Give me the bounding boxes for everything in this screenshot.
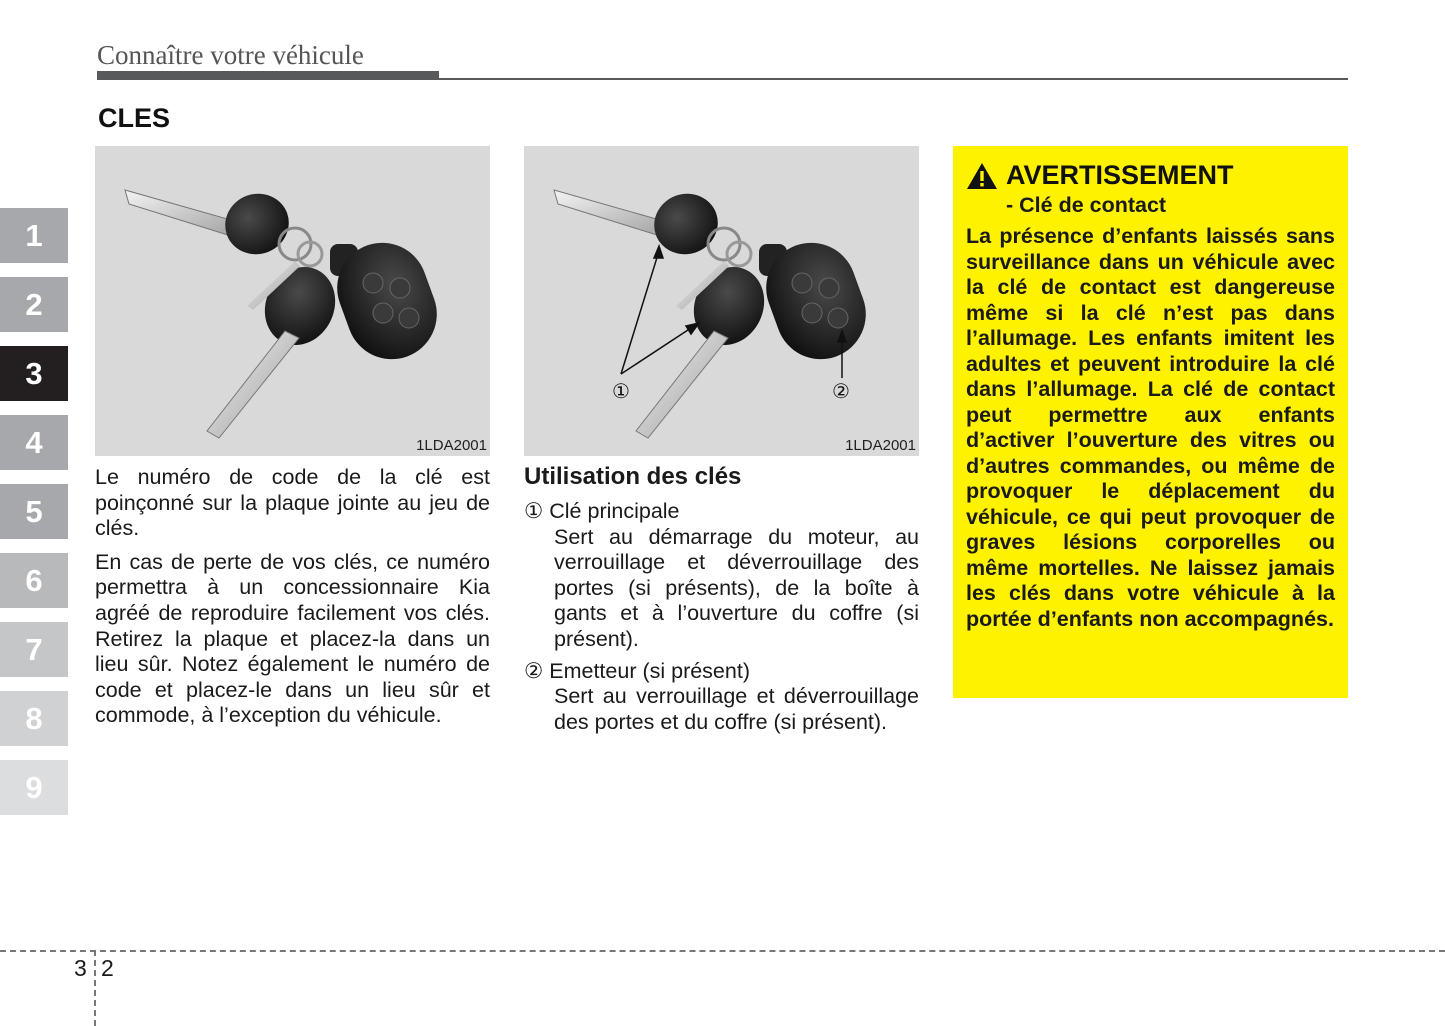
chapter-tab-3[interactable]: 3: [0, 346, 68, 401]
header-rule: [439, 78, 1348, 80]
main-key-title: ① Clé principale: [524, 499, 680, 523]
keys-figure: [95, 146, 490, 456]
figure-code: 1LDA2001: [845, 437, 916, 454]
chapter-tab-8[interactable]: 8: [0, 691, 68, 746]
warning-heading: AVERTISSEMENT: [1006, 160, 1234, 190]
keys-illustration-annotated: [524, 146, 919, 456]
chapter-number: 3: [74, 955, 87, 981]
footer-divider: [94, 950, 96, 1026]
chapter-tab-5[interactable]: 5: [0, 484, 68, 539]
chapter-tab-2[interactable]: 2: [0, 277, 68, 332]
callout-1: ①: [612, 379, 630, 403]
transmitter-title: ② Emetteur (si présent): [524, 658, 750, 683]
key-code-paragraph-2: En cas de perte de vos clés, ce numéro permettra à un concessionnaire Kia agréé de reproduire facilement vos clés. Retirez la plaque et placez-la dans un lieu sûr. Notez également le numéro de code et placez-le dans un lieu sûr et commode, à l’exception du véhicule.: [95, 549, 490, 728]
callout-2: ②: [832, 379, 850, 403]
keys-figure-annotated: [524, 146, 919, 456]
warning-body: La présence d’enfants laissés sans surveillance dans un véhicule avec la clé de contact est dangereuse même si la clé n’est pas dans l’allumage. Les enfants imitent les adultes et peuvent introduire la clé dans l’allumage. La clé de contact peut permettre aux enfants d’activer l’ouverture des vitres ou d’autres commandes, ou même de provoquer le déplacement du véhicule, ce qui peut provoquer de graves lésions corporelles ou même mortelles. Ne laissez jamais les clés dans votre véhicule à la portée d’enfants non accompagnés.: [966, 224, 1335, 631]
main-key-description: Sert au démarrage du moteur, au verrouillage et déverrouillage des portes (si présents), de la boîte à gants et à l’ouverture du coffre (si présent).: [554, 524, 919, 651]
keys-illustration: [95, 146, 490, 456]
key-usage-heading: Utilisation des clés: [524, 463, 742, 490]
chapter-tab-4[interactable]: 4: [0, 415, 68, 470]
section-title: CLES: [98, 103, 171, 133]
key-code-text: [95, 465, 490, 737]
transmitter-description: Sert au verrouillage et déverrouillage des portes et du coffre (si présent).: [554, 684, 919, 734]
footer-rule: [0, 950, 1445, 952]
header-title: Connaître votre véhicule: [97, 40, 364, 70]
chapter-tab-1[interactable]: 1: [0, 208, 68, 263]
warning-subheading: - Clé de contact: [1006, 193, 1167, 217]
chapter-tab-6[interactable]: 6: [0, 553, 68, 608]
chapter-tab-9[interactable]: 9: [0, 760, 68, 815]
key-code-paragraph-1: Le numéro de code de la clé est poinçonné sur la plaque jointe au jeu de clés.: [95, 465, 490, 541]
warning-heading-row: [966, 160, 1335, 191]
warning-box: [953, 146, 1348, 698]
warning-triangle-icon: [966, 162, 998, 190]
page-number: 2: [101, 955, 114, 981]
chapter-tab-7[interactable]: 7: [0, 622, 68, 677]
header-bar: [97, 71, 439, 80]
figure-code: 1LDA2001: [416, 437, 487, 454]
key-usage-section: [524, 463, 919, 741]
